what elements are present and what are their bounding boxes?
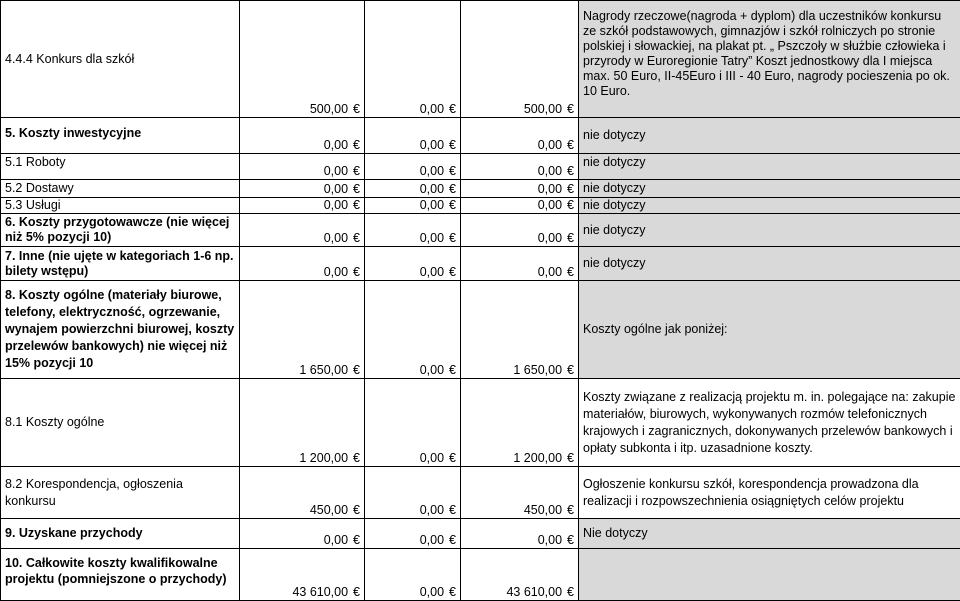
euro-symbol: € <box>353 164 360 179</box>
euro-symbol: € <box>353 265 360 280</box>
row-description: nie dotyczy <box>579 180 960 198</box>
value-total-text: 43 610,00 <box>292 585 348 599</box>
value-eligible <box>461 549 579 601</box>
table-row <box>1 214 960 247</box>
value-eligible <box>461 281 579 379</box>
row-description: Koszty ogólne jak poniżej: <box>579 281 960 379</box>
euro-symbol: € <box>567 265 574 280</box>
row-name: 10. Całkowite koszty kwalifikowalne projektu (pomniejszone o przychody) <box>1 549 240 601</box>
euro-symbol: € <box>567 503 574 518</box>
value-own <box>365 214 461 247</box>
euro-symbol: € <box>449 198 456 213</box>
value-eligible-text: 0,00 <box>538 533 562 547</box>
value-total-text: 0,00 <box>324 265 348 279</box>
value-eligible <box>461 180 579 198</box>
value-own <box>365 467 461 519</box>
value-total <box>240 198 365 214</box>
value-eligible-text: 0,00 <box>538 182 562 196</box>
value-total-text: 1 200,00 <box>299 451 348 465</box>
value-own <box>365 154 461 180</box>
value-own <box>365 281 461 379</box>
value-own <box>365 1 461 118</box>
value-own-text: 0,00 <box>420 265 444 279</box>
value-total-text: 0,00 <box>324 198 348 212</box>
euro-symbol: € <box>567 451 574 466</box>
euro-symbol: € <box>567 102 574 117</box>
table-row <box>1 519 960 549</box>
table-row <box>1 1 960 118</box>
value-total-text: 0,00 <box>324 182 348 196</box>
row-name: 8.1 Koszty ogólne <box>1 379 240 467</box>
row-description: Nie dotyczy <box>579 519 960 549</box>
euro-symbol: € <box>353 451 360 466</box>
euro-symbol: € <box>567 198 574 213</box>
value-own-text: 0,00 <box>420 451 444 465</box>
value-own-text: 0,00 <box>420 102 444 116</box>
euro-symbol: € <box>353 533 360 548</box>
value-total-text: 1 650,00 <box>299 363 348 377</box>
value-eligible <box>461 198 579 214</box>
row-name: 5. Koszty inwestycyjne <box>1 118 240 154</box>
value-own-text: 0,00 <box>420 585 444 599</box>
value-eligible <box>461 379 579 467</box>
euro-symbol: € <box>567 164 574 179</box>
value-eligible-text: 0,00 <box>538 198 562 212</box>
value-own <box>365 549 461 601</box>
value-total-text: 0,00 <box>324 533 348 547</box>
euro-symbol: € <box>567 182 574 197</box>
euro-symbol: € <box>353 182 360 197</box>
row-name: 5.2 Dostawy <box>1 180 240 198</box>
row-name: 9. Uzyskane przychody <box>1 519 240 549</box>
euro-symbol: € <box>449 102 456 117</box>
row-name: 7. Inne (nie ujęte w kategoriach 1-6 np. bilety wstępu) <box>1 247 240 281</box>
table-row <box>1 180 960 198</box>
value-own <box>365 118 461 154</box>
euro-symbol: € <box>353 198 360 213</box>
row-description: nie dotyczy <box>579 247 960 281</box>
table-row <box>1 379 960 467</box>
euro-symbol: € <box>449 265 456 280</box>
value-eligible-text: 0,00 <box>538 138 562 152</box>
table-row <box>1 118 960 154</box>
value-total <box>240 118 365 154</box>
euro-symbol: € <box>353 102 360 117</box>
value-own-text: 0,00 <box>420 198 444 212</box>
euro-symbol: € <box>449 451 456 466</box>
value-total-text: 450,00 <box>310 503 348 517</box>
value-own-text: 0,00 <box>420 503 444 517</box>
euro-symbol: € <box>353 585 360 600</box>
euro-symbol: € <box>567 533 574 548</box>
value-own <box>365 379 461 467</box>
row-name: 6. Koszty przygotowawcze (nie więcej niż 5% pozycji 10) <box>1 214 240 247</box>
row-name: 5.1 Roboty <box>1 154 240 180</box>
value-own-text: 0,00 <box>420 533 444 547</box>
row-description <box>579 549 960 601</box>
table-row <box>1 281 960 379</box>
euro-symbol: € <box>449 231 456 246</box>
value-total <box>240 154 365 180</box>
row-description: nie dotyczy <box>579 214 960 247</box>
value-eligible <box>461 467 579 519</box>
value-own <box>365 180 461 198</box>
euro-symbol: € <box>567 585 574 600</box>
value-total-text: 0,00 <box>324 231 348 245</box>
row-description: nie dotyczy <box>579 154 960 180</box>
row-name: 8. Koszty ogólne (materiały biurowe, telefony, elektryczność, ogrzewanie, wynajem powierzchni biurowej, koszty przelewów bankowych) nie więcej niż 15% pozycji 10 <box>1 281 240 379</box>
euro-symbol: € <box>449 363 456 378</box>
value-own <box>365 247 461 281</box>
value-own-text: 0,00 <box>420 231 444 245</box>
value-total <box>240 247 365 281</box>
value-eligible <box>461 118 579 154</box>
value-eligible <box>461 1 579 118</box>
table-row <box>1 154 960 180</box>
table-row <box>1 247 960 281</box>
value-total <box>240 467 365 519</box>
row-description: nie dotyczy <box>579 118 960 154</box>
row-name: 5.3 Usługi <box>1 198 240 214</box>
euro-symbol: € <box>449 164 456 179</box>
value-own <box>365 519 461 549</box>
value-eligible-text: 1 200,00 <box>513 451 562 465</box>
euro-symbol: € <box>353 363 360 378</box>
euro-symbol: € <box>353 231 360 246</box>
value-own-text: 0,00 <box>420 363 444 377</box>
table-row <box>1 198 960 214</box>
value-total-text: 0,00 <box>324 138 348 152</box>
euro-symbol: € <box>567 138 574 153</box>
euro-symbol: € <box>449 138 456 153</box>
value-total <box>240 281 365 379</box>
euro-symbol: € <box>449 182 456 197</box>
row-name: 4.4.4 Konkurs dla szkół <box>1 1 240 118</box>
row-description: Nagrody rzeczowe(nagroda + dyplom) dla uczestników konkursu ze szkół podstawowych, gimnazjów i szkół rolniczych po stronie polskiej i słowackiej, na plakat pt. „ Pszczoły w służbie człowieka i przyrody w Euroregionie Tatry” Koszt jednostkowy dla I miejsca max. 50 Euro, II-45Euro i III - 40 Euro, nagrody pocieszenia po ok. 10 Euro. <box>579 1 960 118</box>
euro-symbol: € <box>449 585 456 600</box>
value-eligible-text: 450,00 <box>524 503 562 517</box>
row-name: 8.2 Korespondencja, ogłoszenia konkursu <box>1 467 240 519</box>
value-own-text: 0,00 <box>420 138 444 152</box>
value-total-text: 0,00 <box>324 164 348 178</box>
value-total <box>240 180 365 198</box>
value-own-text: 0,00 <box>420 182 444 196</box>
value-total <box>240 214 365 247</box>
value-own <box>365 198 461 214</box>
row-description: Koszty związane z realizacją projektu m. in. polegające na: zakupie materiałów, biurowych, wykonywanych rozmów telefonicznych krajowych i zagranicznych, dokonywanych przelewów bankowych i opłaty subkonta i itp. uzasadnione koszty. <box>579 379 960 467</box>
row-description: Ogłoszenie konkursu szkół, korespondencja prowadzona dla realizacji i rozpowszechnienia osiągniętych celów projektu <box>579 467 960 519</box>
value-eligible <box>461 247 579 281</box>
row-description: nie dotyczy <box>579 198 960 214</box>
euro-symbol: € <box>449 533 456 548</box>
value-eligible-text: 0,00 <box>538 231 562 245</box>
euro-symbol: € <box>567 363 574 378</box>
value-total <box>240 549 365 601</box>
value-total <box>240 379 365 467</box>
value-total-text: 500,00 <box>310 102 348 116</box>
euro-symbol: € <box>449 503 456 518</box>
table-row <box>1 549 960 601</box>
euro-symbol: € <box>353 503 360 518</box>
value-eligible-text: 43 610,00 <box>506 585 562 599</box>
euro-symbol: € <box>567 231 574 246</box>
value-eligible <box>461 519 579 549</box>
value-total <box>240 1 365 118</box>
value-eligible-text: 1 650,00 <box>513 363 562 377</box>
value-eligible <box>461 154 579 180</box>
value-eligible-text: 0,00 <box>538 164 562 178</box>
euro-symbol: € <box>353 138 360 153</box>
value-own-text: 0,00 <box>420 164 444 178</box>
value-eligible-text: 0,00 <box>538 265 562 279</box>
table-row <box>1 467 960 519</box>
value-eligible <box>461 214 579 247</box>
value-eligible-text: 500,00 <box>524 102 562 116</box>
value-total <box>240 519 365 549</box>
